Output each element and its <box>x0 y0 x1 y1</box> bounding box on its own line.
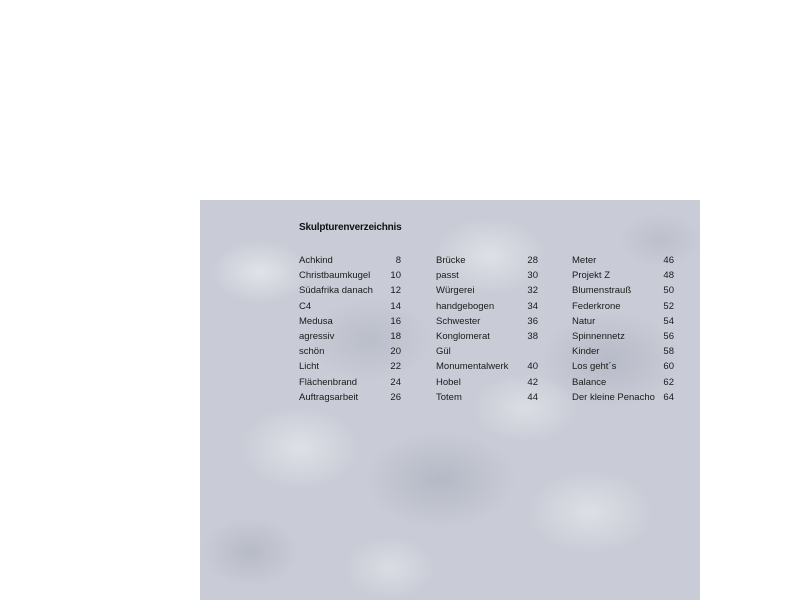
toc-entry <box>299 390 401 405</box>
toc-entry <box>299 329 401 344</box>
entry-page: 50 <box>663 285 674 297</box>
entry-title: Brücke <box>436 255 466 266</box>
toc-entry <box>572 253 674 268</box>
entry-page: 14 <box>390 300 401 312</box>
entry-title: Südafrika danach <box>299 285 373 297</box>
entry-page: 12 <box>390 285 401 297</box>
toc-heading: Skulpturenverzeichnis <box>299 222 402 233</box>
entry-title: Schwester <box>436 315 481 327</box>
entry-title: Konglomerat <box>436 330 490 342</box>
toc-entry <box>299 359 401 374</box>
document-page <box>200 200 700 600</box>
entry-title: Medusa <box>299 315 333 327</box>
entry-page: 24 <box>390 376 401 388</box>
toc-entry <box>436 283 538 298</box>
entry-title: Meter <box>572 255 597 266</box>
entry-title: schön <box>299 346 325 358</box>
entry-title: Balance <box>572 376 607 388</box>
entry-title: Auftragsarbeit <box>299 391 359 403</box>
toc-entry <box>572 390 674 405</box>
toc-entry <box>436 390 538 405</box>
entry-title: C4 <box>299 300 312 312</box>
entry-page: 36 <box>527 315 538 327</box>
toc-entry <box>436 268 538 283</box>
entry-page: 22 <box>390 361 401 373</box>
toc-entry <box>299 268 401 283</box>
entry-page: 64 <box>663 391 674 403</box>
entry-title: Licht <box>299 361 320 373</box>
toc-entry <box>572 283 674 298</box>
entry-title: Flächenbrand <box>299 376 358 388</box>
entry-title: Christbaumkugel <box>299 270 371 282</box>
toc-entry <box>436 299 538 314</box>
entry-page: 18 <box>390 330 401 342</box>
toc-entry <box>436 359 538 374</box>
toc-entry <box>572 375 674 390</box>
toc-entry <box>436 329 538 344</box>
entry-title: Kinder <box>572 346 600 358</box>
toc-entry <box>436 375 538 390</box>
entry-page: 56 <box>663 330 674 342</box>
toc-entry <box>299 299 401 314</box>
entry-title: Achkind <box>299 255 333 266</box>
entry-page: 38 <box>527 330 538 342</box>
toc-entry <box>436 314 538 329</box>
entry-page: 52 <box>663 300 674 312</box>
entry-page: 58 <box>663 346 674 358</box>
toc-entry <box>572 314 674 329</box>
entry-title: Würgerei <box>436 285 475 297</box>
toc-entry <box>572 268 674 283</box>
toc-entry <box>299 314 401 329</box>
entry-page: 34 <box>527 300 538 312</box>
entry-page: 26 <box>390 391 401 403</box>
toc-entry <box>572 344 674 359</box>
entry-title: Totem <box>436 391 462 403</box>
entry-page: 46 <box>663 255 674 266</box>
entry-page: 48 <box>663 270 674 282</box>
entry-title: Der kleine Penacho <box>572 391 655 403</box>
toc-entry <box>299 283 401 298</box>
entry-title: Projekt Z <box>572 270 611 282</box>
entry-title: Monumentalwerk <box>436 361 509 373</box>
toc-entry <box>572 299 674 314</box>
entry-page: 62 <box>663 376 674 388</box>
entry-page: 54 <box>663 315 674 327</box>
entry-page: 10 <box>390 270 401 282</box>
entry-title: agressiv <box>299 330 335 342</box>
entry-title: passt <box>436 270 459 282</box>
entry-page: 40 <box>527 361 538 373</box>
toc-column-1 <box>299 253 401 405</box>
toc-entry <box>299 375 401 390</box>
entry-page: 20 <box>390 346 401 358</box>
entry-page: 8 <box>395 255 401 266</box>
entry-page: 16 <box>390 315 401 327</box>
toc-entry <box>572 329 674 344</box>
toc-entry <box>299 253 401 268</box>
toc-entry <box>436 344 538 359</box>
entry-page: 28 <box>527 255 538 266</box>
entry-page: 30 <box>527 270 538 282</box>
toc-column-3 <box>572 253 674 405</box>
toc-entry <box>436 253 538 268</box>
entry-page: 60 <box>663 361 674 373</box>
entry-title: Gül <box>436 346 451 358</box>
entry-title: Blumenstrauß <box>572 285 632 297</box>
entry-title: Hobel <box>436 376 461 388</box>
toc-column-2 <box>436 253 538 405</box>
entry-title: Natur <box>572 315 596 327</box>
entry-page: 32 <box>527 285 538 297</box>
toc-entry <box>299 344 401 359</box>
entry-title: Federkrone <box>572 300 621 312</box>
entry-title: Spinnennetz <box>572 330 625 342</box>
entry-title: Los geht´s <box>572 361 617 373</box>
entry-page: 42 <box>527 376 538 388</box>
toc-entry <box>572 359 674 374</box>
entry-page: 44 <box>527 391 538 403</box>
entry-title: handgebogen <box>436 300 495 312</box>
